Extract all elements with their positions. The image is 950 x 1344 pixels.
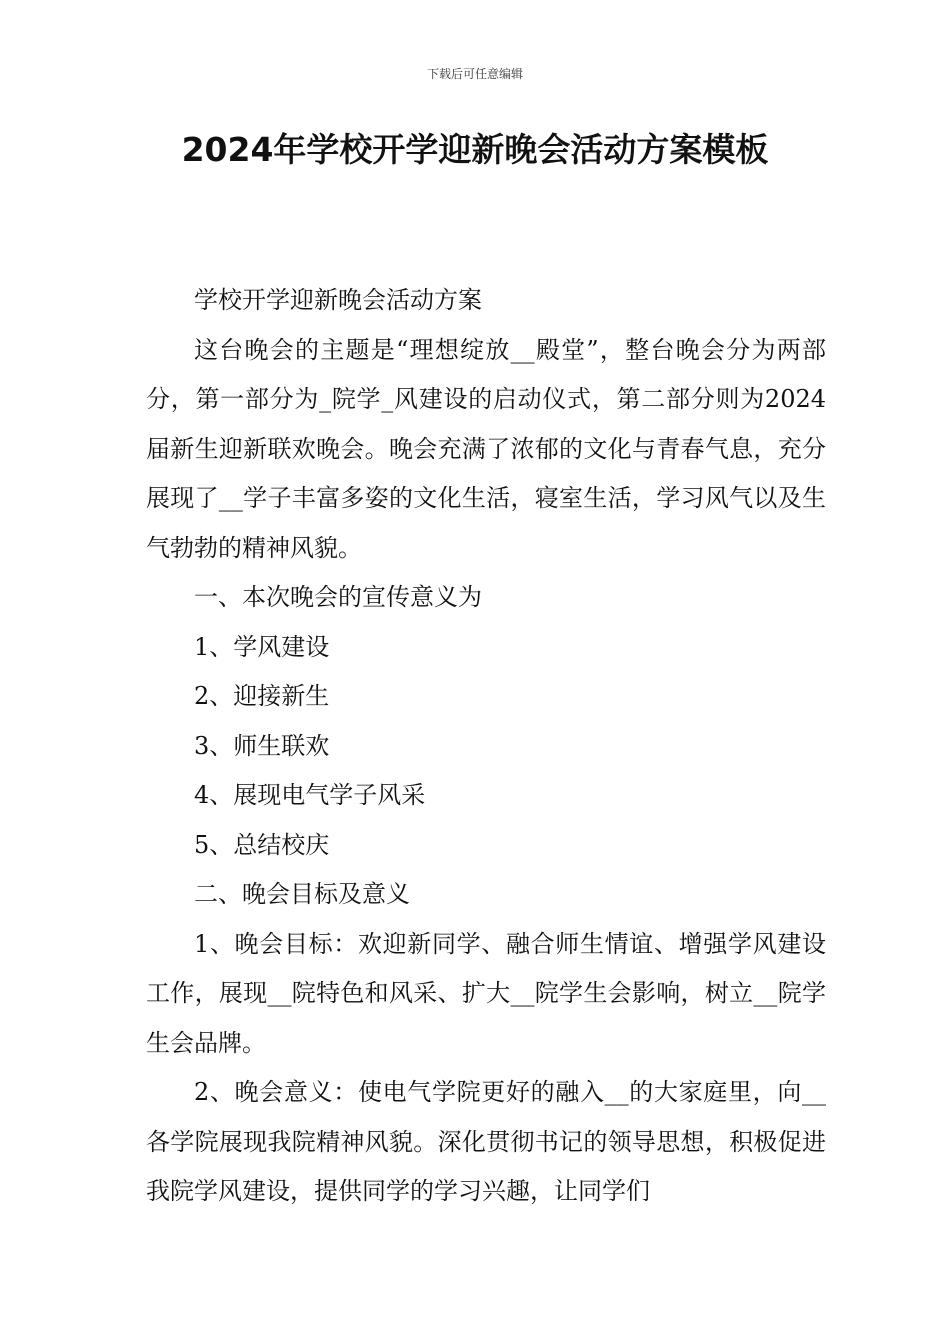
- list-item: 5、总结校庆: [194, 830, 330, 859]
- paragraph-significance: 2、晚会意义：使电气学院更好的融入__的大家庭里，向__各学院展现我院精神风貌。深化贯彻书记的领导思想，积极促进我院学风建设，提供同学的学习兴趣，让同学们: [146, 1078, 826, 1205]
- list-item: 1、学风建设: [194, 632, 330, 661]
- list-item: 2、迎接新生: [194, 682, 330, 710]
- paragraph-subtitle: 学校开学迎新晚会活动方案: [194, 286, 482, 314]
- document-body: [146, 276, 826, 1217]
- paragraph-goal: 1、晚会目标：欢迎新同学、融合师生情谊、增强学风建设工作，展现__院特色和风采、扩大__院学生会影响，树立__院学生会品牌。: [146, 929, 826, 1057]
- list-item: 4、展现电气学子风采: [194, 781, 426, 809]
- section-heading-1: 一、本次晚会的宣传意义为: [194, 583, 482, 611]
- header-note: 下载后可任意编辑: [426, 67, 523, 81]
- document-title: 2024年学校开学迎新晚会活动方案模板: [181, 130, 769, 169]
- section-heading-2: 二、晚会目标及意义: [194, 880, 410, 908]
- list-item: 3、师生联欢: [194, 731, 330, 760]
- paragraph-intro: 这台晚会的主题是“理想绽放__殿堂”，整台晚会分为两部分，第一部分为_院学_风建设的启动仪式，第二部分则为2024届新生迎新联欢晚会。晚会充满了浓郁的文化与青春气息，充分展现了__学子丰富多姿的文化生活，寝室生活，学习风气以及生气勃勃的精神风貌。: [146, 335, 826, 562]
